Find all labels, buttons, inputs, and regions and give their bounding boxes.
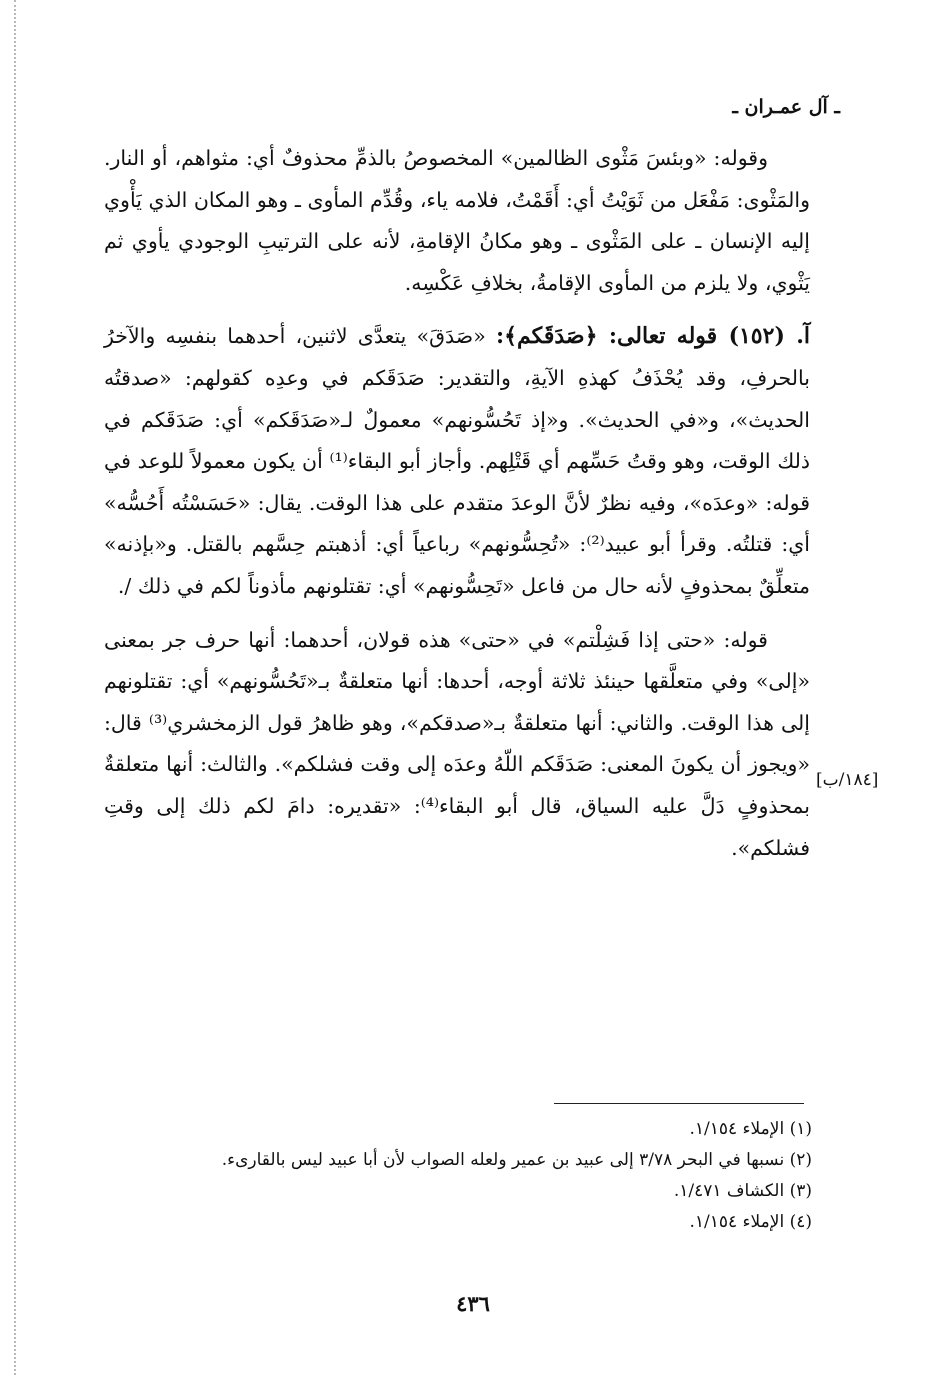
paragraph-3-text: قوله: «حتى إذا فَشِلْتم» في «حتى» هذه قولان، أحدهما: أنها حرف جر بمعنى «إلى» وفي متعلَّقها حينئذ ثلاثة أوجه، أحدها: أنها متعلقةٌ بـ«تَحُسُّونهم» أي: تقتلونهم إلى هذا الوقت. والثاني: أنها متعلقةٌ بـ«صدقكم»، وهو ظاهرُ قول الزمخشري⁽³⁾ قال: «ويجوز أن يكونَ المعنى: صَدَقَكم اللّهُ وعدَه إلى وقت فشلكم». والثالث: أنها متعلقةٌ بمحذوفٍ دَلَّ عليه السياق، قال أبو البقاء⁽⁴⁾: «تقديره: دامَ لكم ذلك إلى وقتِ فشلكم». [104, 627, 810, 860]
footnotes [100, 1114, 812, 1238]
footnote-2: (٢) نسبها في البحر ٣/٧٨ إلى عبيد بن عمير ولعله الصواب لأن أبا عبيد ليس بالقارىء. [221, 1150, 812, 1170]
paragraph-2-text: «صَدَقَ» يتعدَّى لاثنين، أحدهما بنفسِه والآخرُ بالحرفِ، وقد يُحْذَفُ كهذهِ الآيةِ، والتقدير: صَدَقَكم في وعدِه كقولهم: «صدقتُه الحديث»، و«في الحديث». و«إذ تَحُسُّونهم» معمولٌ لـ«صَدَقَكم» أي: صَدَقَكم في ذلك الوقت، وهو وقتُ حَسِّهم أي قَتْلِهم. وأجاز أبو البقاء⁽¹⁾ أن يكون معمولاً للوعد في قوله: «وعدَه»، وفيه نظرٌ لأنَّ الوعدَ متقدم على هذا الوقت. يقال: «حَسَسْتُه أَحُسُّه» أي: قتلتُه. وقرأ أبو عبيد⁽²⁾: «تُحِسُّونهم» رباعياً أي: أذهبتم حِسَّهم بالقتل. و«بإذنه» متعلِّقٌ بمحذوفٍ لأنه حال من فاعل «تَحِسُّونهم» أي: تقتلونهم مأذوناً لكم في ذلك /. [104, 324, 810, 598]
page-number: ٤٣٦ [456, 1291, 490, 1316]
main-text [104, 138, 810, 869]
footnote-3: (٣) الكشاف ١/٤٧١. [673, 1181, 812, 1201]
running-header: ـ آل عمـران ـ [732, 96, 840, 118]
manuscript-folio-reference: [١٨٤/ب] [816, 770, 879, 790]
paragraph-1 [104, 138, 810, 304]
page-edge-dots [14, 0, 16, 1375]
paragraph-3 [104, 620, 810, 870]
footnote-separator [554, 1103, 804, 1104]
paragraph-1-text: وقوله: «وبئسَ مَثْوى الظالمين» المخصوصُ بالذمِّ محذوفٌ أي: مثواهم، أو النار. والمَثْوى: مَفْعَل من ثَوَيْتُ أي: أَقَمْتُ، فلامه ياء، وقُدِّم المأوى ـ وهو المكان الذي يَأْوي إليه الإنسان ـ على المَثْوى ـ وهو مكانُ الإقامةِ، لأنه على الترتيبِ الوجودي يأوي ثم يَثْوي، ولا يلزم من المأوى الإقامةُ، بخلافِ عَكْسِه. [104, 146, 810, 295]
verse-lead: آ. (١٥٢) قوله تعالى: ﴿صَدَقَكم﴾: [496, 323, 810, 350]
footnote-4: (٤) الإملاء ١/١٥٤. [689, 1212, 812, 1232]
footnote-1: (١) الإملاء ١/١٥٤. [689, 1119, 812, 1139]
paragraph-2 [104, 316, 810, 607]
